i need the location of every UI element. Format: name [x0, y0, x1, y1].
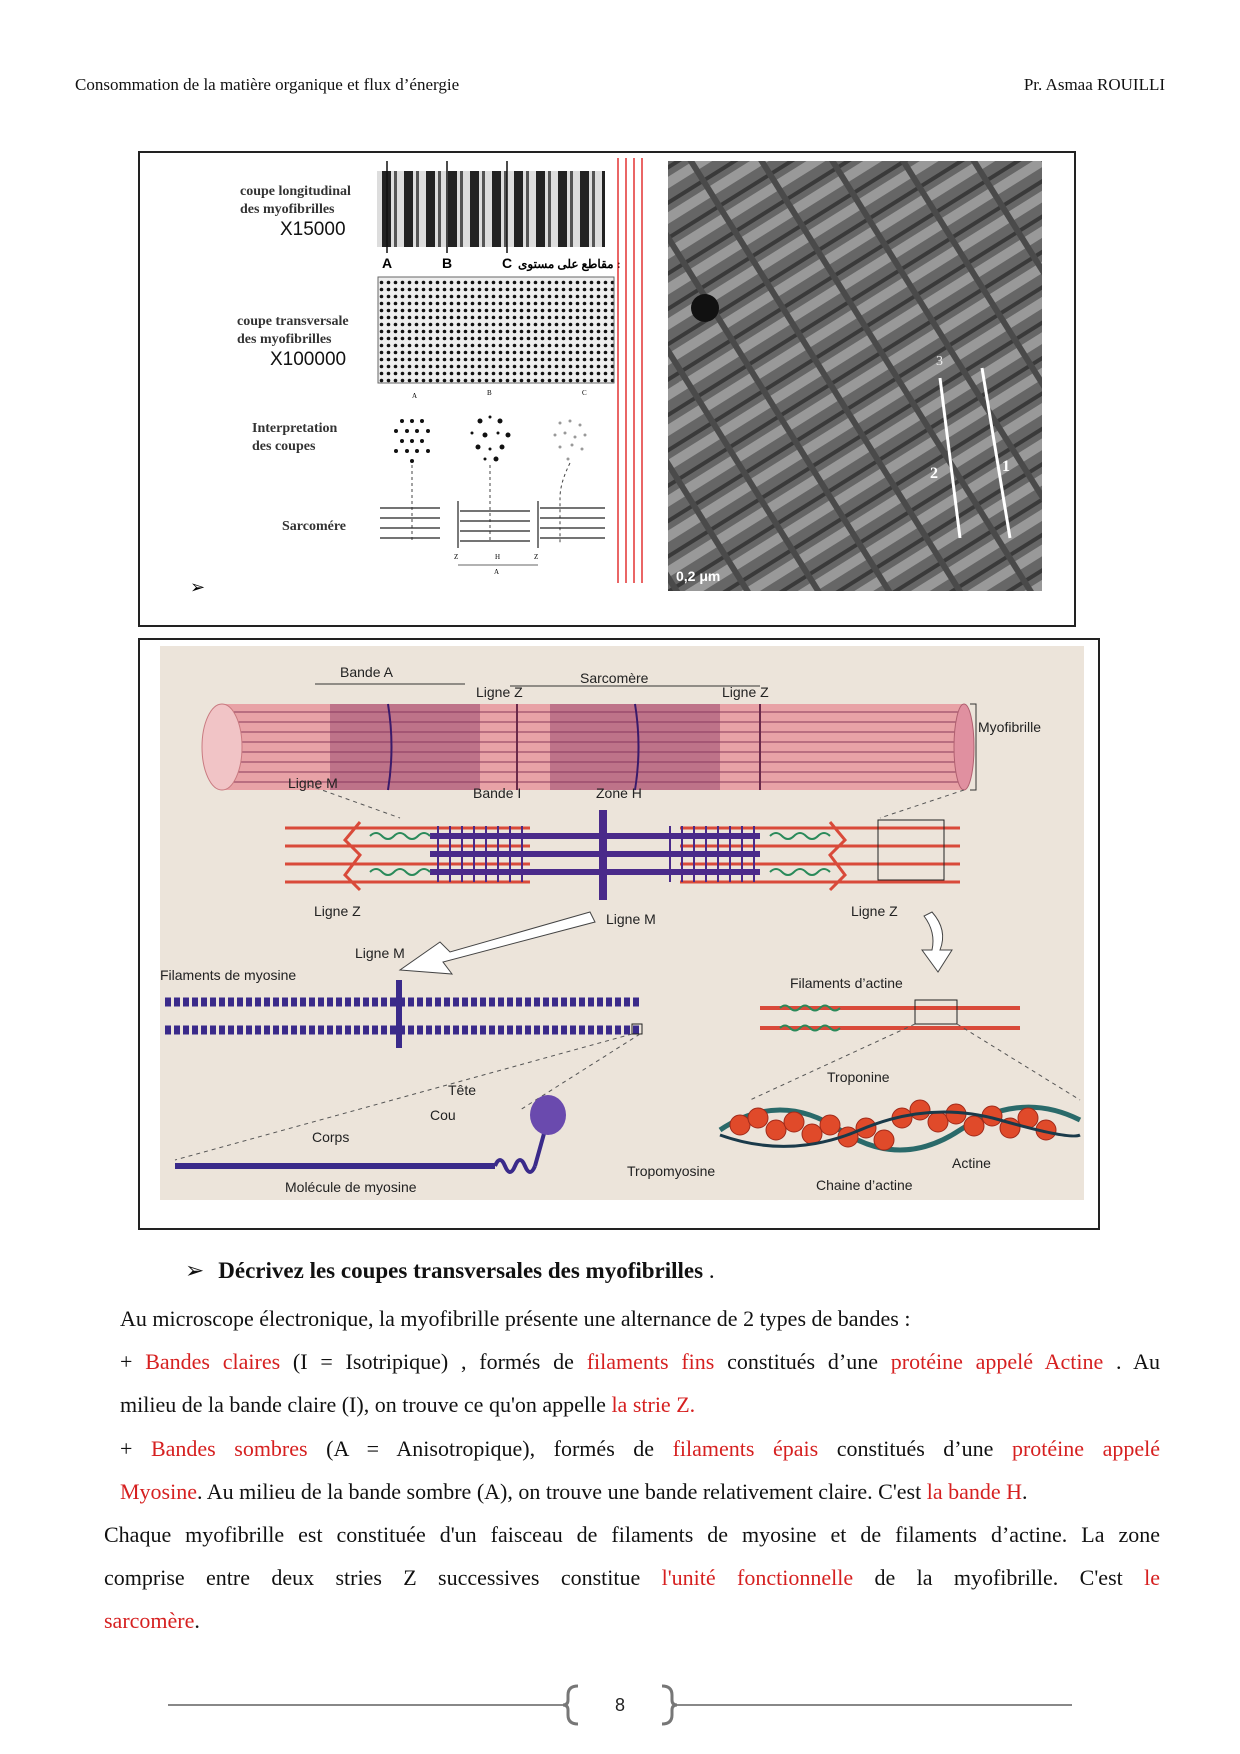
label-ligne-m: Ligne M [288, 775, 338, 791]
label-myofibrille: Myofibrille [978, 719, 1042, 735]
interp-dots-light [554, 420, 587, 461]
label-cou: Cou [430, 1107, 456, 1123]
label-n1: 1 [1002, 458, 1010, 475]
interp-dots [394, 416, 511, 464]
paragraph-4: + Bandes sombres (A = Anisotropique), formés de filaments épais constitués d’une protéine appelé [120, 1436, 1160, 1461]
label-ligne-z-4: Ligne Z [851, 903, 898, 919]
paragraph-5: Myosine. Au milieu de la bande sombre (A), on trouve une bande relativement claire. C'est la bande H. [120, 1479, 1028, 1504]
paragraph-1: Au microscope électronique, la myofibrille présente une alternance de 2 types de bandes : [120, 1306, 911, 1331]
question-heading [185, 1258, 715, 1284]
label-tropomyosine: Tropomyosine [627, 1163, 716, 1179]
label-n3: 3 [936, 354, 943, 369]
figure-2-box [138, 638, 1100, 1230]
label-sarcomere-2: Sarcomère [580, 670, 649, 686]
label-bande-a: Bande A [340, 664, 393, 680]
label-ligne-z-2: Ligne Z [722, 684, 769, 700]
label-z-1: Z [454, 553, 459, 561]
label-trans-cut: coupe transversale [237, 314, 349, 329]
figure-1-box [138, 151, 1076, 627]
em-micrograph [668, 161, 1042, 591]
label-troponine: Troponine [827, 1069, 890, 1085]
label-ligne-m-2: Ligne M [606, 911, 656, 927]
label-c: C [502, 255, 513, 271]
label-tete: Tête [448, 1082, 477, 1098]
header-author: Pr. Asmaa ROUILLI [1023, 75, 1165, 94]
label-z-2: Z [534, 553, 539, 561]
figure-2 [140, 640, 1098, 1228]
label-n2: 2 [930, 465, 938, 482]
label-c-small: C [582, 389, 587, 397]
figure-1 [140, 153, 1074, 625]
label-scale: 0,2 μm [676, 568, 721, 584]
paragraph-8: sarcomère. [104, 1608, 200, 1633]
question-end: . [703, 1258, 715, 1283]
footer [0, 1680, 1240, 1730]
longitudinal-micrograph [377, 171, 605, 247]
sarcomere-schematic [380, 501, 605, 548]
paragraph-6: Chaque myofibrille est constituée d'un faisceau de filaments de myosine et de filaments d’actine. La zone [104, 1522, 1160, 1547]
label-actine: Actine [952, 1155, 991, 1171]
label-b: B [442, 255, 453, 271]
label-mol-myosine: Molécule de myosine [285, 1179, 417, 1195]
paragraph-3: milieu de la bande claire (I), on trouve ce qu'on appelle la strie Z. [120, 1392, 696, 1417]
label-fil-actine: Filaments d’actine [790, 975, 903, 991]
label-trans-cut-2: des myofibrilles [237, 332, 332, 347]
label-zone-h: Zone H [596, 785, 642, 801]
question-text: Décrivez les coupes transversales des myofibrilles [218, 1258, 704, 1283]
paragraph-7: comprise entre deux stries Z successives constitue l'unité fonctionnelle de la myofibrille. C'est le [104, 1565, 1160, 1590]
bullet-arrow-icon: ➢ [185, 1258, 205, 1283]
bullet-arrow: ➢ [190, 577, 206, 597]
label-mag-1: X15000 [280, 219, 346, 240]
label-corps: Corps [312, 1129, 350, 1145]
label-ligne-z-3: Ligne Z [314, 903, 361, 919]
label-a-small-2: A [494, 568, 500, 576]
label-sarcomere: Sarcomére [282, 519, 347, 534]
label-a: A [382, 255, 393, 271]
label-fil-myosine: Filaments de myosine [160, 967, 297, 983]
label-ligne-z-1: Ligne Z [476, 684, 523, 700]
label-b-small: B [487, 389, 492, 397]
label-interp-2: des coupes [252, 439, 316, 454]
paragraph-2: + Bandes claires (I = Isotripique) , formés de filaments fins constitués d’une protéine appelé Actine . Au [120, 1349, 1160, 1374]
header-title: Consommation de la matière organique et flux d’énergie [75, 75, 460, 94]
label-a-small-1: A [412, 392, 418, 400]
label-long-cut-2: des myofibrilles [240, 202, 335, 217]
page-number: 8 [614, 1695, 626, 1715]
label-mag-2: X100000 [270, 349, 347, 370]
label-long-cut: coupe longitudinal [240, 184, 351, 199]
label-ligne-m-3: Ligne M [355, 945, 405, 961]
label-h: H [495, 553, 501, 561]
label-interp: Interpretation [252, 421, 338, 436]
label-chaine-actine: Chaine d’actine [816, 1177, 913, 1193]
label-arabic: مقاطع على مستوى : [518, 257, 621, 271]
transverse-micrograph [378, 277, 614, 383]
label-bande-i: Bande I [473, 785, 522, 801]
